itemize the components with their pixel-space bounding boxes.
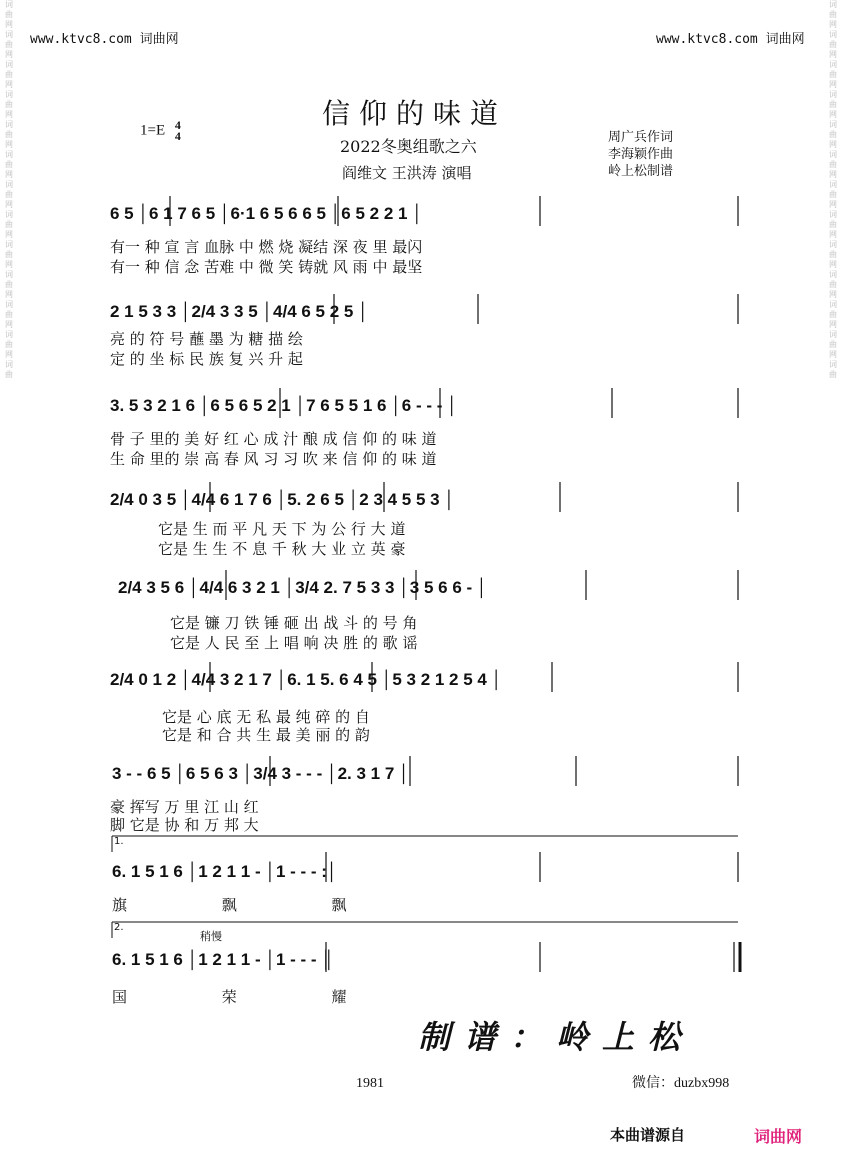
score-row-8-notes: 6. 1 5 1 6 │1 2 1 1 - │1 - - - :│ [112,862,338,881]
watermark-char: 网 [829,140,837,149]
watermark-char: 曲 [829,160,837,169]
song-singers: 阎维文 王洪涛 演唱 [342,164,472,182]
watermark-char: 曲 [5,100,13,109]
score-row-4-lyrics-2: 它是 生 生 不 息 千 秋 大 业 立 英 豪 [158,540,406,558]
watermark-char: 网 [5,260,13,269]
watermark-char: 网 [5,140,13,149]
page-number: 1981 [356,1076,384,1091]
watermark-char: 曲 [829,370,837,379]
watermark-char: 曲 [829,70,837,79]
watermark-char: 网 [5,170,13,179]
watermark-char: 网 [829,230,837,239]
score-row-6-lyrics-2: 它是 和 合 共 生 最 美 丽 的 韵 [162,726,370,744]
watermark-char: 网 [829,80,837,89]
watermark-char: 词 [5,0,13,9]
watermark-char: 词 [5,150,13,159]
score-row-7-notes: 3 - - 6 5 │6 5 6 3 │3/4 3 - - - │2. 3 1 7 │ [112,764,410,783]
watermark-char: 词 [829,300,837,309]
score-row-2-lyrics-1: 亮 的 符 号 蘸 墨 为 糖 描 绘 [110,330,303,348]
watermark-char: 网 [5,20,13,29]
watermark-char: 曲 [829,10,837,19]
score-row-5-lyrics-1: 它是 镰 刀 铁 锤 砸 出 战 斗 的 号 角 [170,614,418,632]
watermark-char: 词 [5,300,13,309]
score-row-9-lyrics: 国 荣 耀 [112,988,347,1006]
watermark-char: 网 [829,260,837,269]
watermark-char: 曲 [5,160,13,169]
watermark-char: 词 [829,270,837,279]
watermark-char: 曲 [5,370,13,379]
watermark-char: 词 [5,270,13,279]
watermark-char: 曲 [829,310,837,319]
watermark-char: 网 [5,50,13,59]
watermark-char: 词 [829,330,837,339]
watermark-char: 网 [5,230,13,239]
watermark-char: 词 [5,120,13,129]
watermark-char: 网 [5,200,13,209]
watermark-char: 词 [829,60,837,69]
watermark-char: 曲 [829,280,837,289]
watermark-char: 网 [829,170,837,179]
time-signature-bottom: 4 [174,129,181,143]
watermark-char: 曲 [5,130,13,139]
time-signature-top: 4 [174,118,181,132]
score-row-2-notes: 2 1 5 3 3 │2/4 3 3 5 │4/4 6 5 2 5 │ [110,302,369,321]
score-row-8-lyrics: 旗 飘 飘 [112,896,347,914]
score-row-7-lyrics-2: 脚 它是 协 和 万 邦 大 [110,816,259,834]
watermark-char: 词 [5,240,13,249]
watermark-char: 曲 [5,190,13,199]
score-row-5-notes: 2/4 3 5 6 │4/4 6 3 2 1 │3/4 2. 7 5 3 3 │3 5 6 6 - │ [118,578,488,597]
watermark-char: 网 [829,290,837,299]
watermark-char: 词 [5,90,13,99]
watermark-char: 网 [829,350,837,359]
score-row-1-lyrics-2: 有一 种 信 念 苦难 中 微 笑 铸就 风 雨 中 最坚 [110,258,423,276]
watermark-char: 曲 [829,220,837,229]
watermark-char: 网 [829,320,837,329]
source-label: 本曲谱源自 [610,1126,686,1144]
score-row-1-lyrics-1: 有一 种 宣 言 血脉 中 燃 烧 凝结 深 夜 里 最闪 [110,238,423,256]
watermark-char: 曲 [829,130,837,139]
watermark-char: 曲 [829,190,837,199]
watermark-char: 曲 [5,220,13,229]
watermark-char: 曲 [5,340,13,349]
watermark-char: 网 [829,20,837,29]
score-row-1-notes: 6 5 │6 1 7 6 5 │6·1 6 5 6 6 5 │6 5 2 2 1 │ [110,204,423,223]
credit-transcriber: 岭上松制谱 [608,164,674,179]
song-title: 信仰的味道 [322,97,508,130]
watermark-char: 词 [829,30,837,39]
watermark-char: 曲 [829,250,837,259]
score-row-3-notes: 3. 5 3 2 1 6 │6 5 6 5 2 1 │7 6 5 5 1 6 │6 - - - │ [110,396,458,415]
ending-1-label: 1. [114,836,124,847]
watermark-char: 曲 [5,10,13,19]
score-row-2-lyrics-2: 定 的 坐 标 民 族 复 兴 升 起 [110,350,303,368]
score-row-6-notes: 2/4 0 1 2 │4/4 3 2 1 7 │6. 1 5. 6 4 5 │5 3 2 1 2 5 4 │ [110,670,503,689]
watermark-char: 曲 [829,100,837,109]
watermark-char: 词 [5,60,13,69]
watermark-char: 词 [5,30,13,39]
watermark-char: 词 [829,90,837,99]
score-row-7-lyrics-1: 豪 挥写 万 里 江 山 红 [110,798,259,816]
watermark-char: 曲 [829,40,837,49]
tempo-marking: 稍慢 [200,930,222,943]
score-row-4-notes: 2/4 0 3 5 │4/4 6 1 7 6 │5. 2 6 5 │2 3 4 5 5 3 │ [110,490,455,509]
watermark-char: 词 [829,180,837,189]
header-site-left[interactable]: www.ktvc8.com 词曲网 [30,32,179,47]
ending-2-label: 2. [114,922,124,933]
score-row-9-notes: 6. 1 5 1 6 │1 2 1 1 - │1 - - - ║ [112,950,334,969]
key-label: 1=E [140,122,166,139]
score-row-4-lyrics-1: 它是 生 而 平 凡 天 下 为 公 行 大 道 [158,520,406,538]
watermark-char: 网 [829,50,837,59]
credit-lyricist: 周广兵作词 [608,130,674,145]
score-row-6-lyrics-1: 它是 心 底 无 私 最 纯 碎 的 自 [162,708,370,726]
watermark-char: 网 [5,350,13,359]
wechat-contact: 微信：duzbx998 [632,1076,730,1091]
watermark-char: 网 [829,200,837,209]
watermark-char: 词 [829,240,837,249]
watermark-char: 曲 [5,40,13,49]
watermark-char: 曲 [5,250,13,259]
watermark-char: 网 [5,110,13,119]
score-row-3-lyrics-1: 骨 子 里的 美 好 红 心 成 汁 酿 成 信 仰 的 味 道 [110,430,437,448]
site-brand-link[interactable]: 词曲网 [754,1127,803,1146]
watermark-char: 曲 [5,280,13,289]
watermark-char: 网 [5,290,13,299]
watermark-char: 词 [5,180,13,189]
watermark-char: 词 [829,0,837,9]
watermark-char: 词 [5,330,13,339]
score-row-5-lyrics-2: 它是 人 民 至 上 唱 响 决 胜 的 歌 谣 [170,634,418,652]
watermark-char: 曲 [5,310,13,319]
watermark-char: 网 [5,80,13,89]
song-subtitle: 2022冬奥组歌之六 [340,137,477,156]
watermark-char: 曲 [829,340,837,349]
watermark-char: 词 [5,360,13,369]
watermark-char: 网 [829,110,837,119]
watermark-char: 词 [5,210,13,219]
watermark-char: 网 [5,320,13,329]
transcriber-stamp: 制谱：岭上松 [418,1018,695,1056]
watermark-char: 词 [829,120,837,129]
credit-composer: 李海颖作曲 [608,147,674,162]
watermark-char: 曲 [5,70,13,79]
watermark-char: 词 [829,150,837,159]
watermark-char: 词 [829,360,837,369]
header-site-right[interactable]: www.ktvc8.com 词曲网 [656,32,805,47]
score-row-3-lyrics-2: 生 命 里的 崇 高 春 风 习 习 吹 来 信 仰 的 味 道 [110,450,437,468]
watermark-char: 词 [829,210,837,219]
